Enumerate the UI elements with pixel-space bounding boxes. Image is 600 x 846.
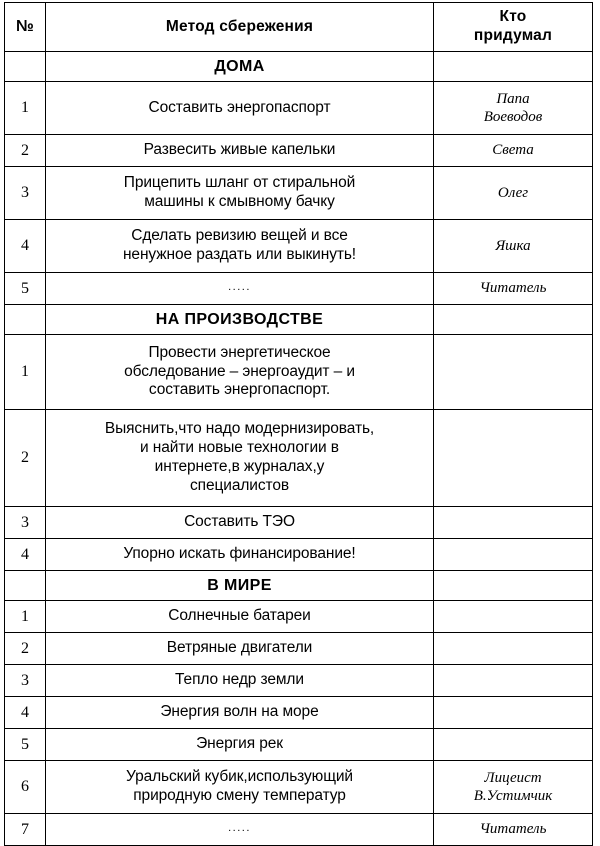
section-header-row — [5, 571, 593, 601]
row-number: 4 — [5, 220, 46, 273]
table-row — [5, 135, 593, 167]
table-row — [5, 697, 593, 729]
row-author — [434, 539, 593, 571]
row-method — [46, 697, 434, 729]
row-number: 1 — [5, 335, 46, 410]
row-author — [434, 273, 593, 305]
section-title: ДОМА — [46, 52, 434, 82]
section-title: В МИРЕ — [46, 571, 434, 601]
table-row — [5, 665, 593, 697]
text-line: Читатель — [479, 821, 547, 838]
text-line: Прицепить шланг от стиральной — [123, 174, 356, 192]
row-method — [46, 539, 434, 571]
table-row — [5, 601, 593, 633]
text-line: Тепло недр земли — [175, 671, 304, 689]
text-line: интернете,в журналах,у — [154, 458, 325, 475]
text-line: машины к смывному бачку — [144, 193, 335, 210]
row-author — [434, 220, 593, 273]
row-author — [434, 167, 593, 220]
ellipsis-placeholder: ..... — [228, 281, 251, 294]
table-row — [5, 410, 593, 507]
text-line: Энергия рек — [196, 735, 283, 753]
row-number: 4 — [5, 697, 46, 729]
section-author-spacer — [434, 305, 593, 335]
savings-methods-table — [4, 2, 593, 846]
row-author — [434, 633, 593, 665]
row-method — [46, 633, 434, 665]
text-line: Олег — [497, 184, 529, 201]
text-line: Света — [492, 142, 534, 159]
row-number: 3 — [5, 665, 46, 697]
text-line: Сделать ревизию вещей и все — [131, 227, 348, 245]
row-method — [46, 167, 434, 220]
text-line: ненужное раздать или выкинуть! — [122, 246, 357, 263]
row-author — [434, 410, 593, 507]
row-author — [434, 697, 593, 729]
text-line: В.Устимчик — [473, 788, 553, 804]
text-line: Провести энергетическое — [148, 343, 331, 361]
table-row — [5, 761, 593, 814]
text-line: придумал — [473, 27, 553, 44]
row-number: 3 — [5, 167, 46, 220]
row-number: 2 — [5, 410, 46, 507]
row-author — [434, 335, 593, 410]
text-line: Ветряные двигатели — [166, 639, 313, 657]
row-method — [46, 82, 434, 135]
section-author-spacer — [434, 52, 593, 82]
text-line: составить энергопаспорт. — [148, 381, 331, 399]
table-body — [5, 3, 593, 846]
row-method — [46, 665, 434, 697]
row-number: 6 — [5, 761, 46, 814]
text-line: Выяснить,что надо модернизировать, — [104, 420, 375, 438]
text-line: и найти новые технологии в — [140, 439, 339, 457]
text-line: обследование – энергоаудит – и — [124, 362, 355, 380]
table-row — [5, 507, 593, 539]
text-line: Составить ТЭО — [184, 513, 295, 531]
text-line: Упорно искать финансирование! — [123, 545, 356, 563]
section-header-row — [5, 305, 593, 335]
row-method — [46, 601, 434, 633]
section-number-spacer — [5, 571, 46, 601]
table-row — [5, 729, 593, 761]
text-line: Лицеист — [484, 769, 542, 786]
column-header-number: № — [5, 3, 46, 52]
section-author-spacer — [434, 571, 593, 601]
row-author — [434, 761, 593, 814]
row-method — [46, 273, 434, 305]
row-number: 1 — [5, 601, 46, 633]
row-method — [46, 761, 434, 814]
table-row — [5, 220, 593, 273]
row-number: 3 — [5, 507, 46, 539]
row-author — [434, 729, 593, 761]
text-line: Папа — [496, 90, 530, 107]
column-header-author — [434, 3, 593, 52]
section-header-row — [5, 52, 593, 82]
text-line: Воеводов — [483, 109, 543, 125]
text-line: Кто — [499, 8, 527, 26]
section-number-spacer — [5, 52, 46, 82]
ellipsis-placeholder: ..... — [228, 822, 251, 835]
column-header-method: Метод сбережения — [46, 3, 434, 52]
text-line: Яшка — [495, 237, 531, 254]
table-header-row — [5, 3, 593, 52]
row-number: 1 — [5, 82, 46, 135]
section-title: НА ПРОИЗВОДСТВЕ — [46, 305, 434, 335]
row-method — [46, 220, 434, 273]
text-line: Составить энергопаспорт — [148, 98, 331, 116]
text-line: специалистов — [190, 476, 289, 494]
row-number: 2 — [5, 135, 46, 167]
table-row — [5, 814, 593, 846]
text-line: Уральский кубик,использующий — [126, 768, 353, 786]
table-row — [5, 167, 593, 220]
row-number: 7 — [5, 814, 46, 846]
table-row — [5, 539, 593, 571]
row-author — [434, 814, 593, 846]
row-method — [46, 135, 434, 167]
table-row — [5, 335, 593, 410]
row-method — [46, 729, 434, 761]
row-number: 4 — [5, 539, 46, 571]
row-author — [434, 135, 593, 167]
row-author — [434, 507, 593, 539]
row-number: 5 — [5, 729, 46, 761]
table-row — [5, 273, 593, 305]
text-line: Читатель — [479, 280, 547, 297]
text-line: Развесить живые капельки — [143, 141, 336, 159]
row-number: 5 — [5, 273, 46, 305]
table-row — [5, 633, 593, 665]
text-line: Энергия волн на море — [160, 703, 319, 721]
row-method — [46, 335, 434, 410]
row-method — [46, 507, 434, 539]
row-method — [46, 410, 434, 507]
table-row — [5, 82, 593, 135]
text-line: природную смену температур — [133, 787, 346, 804]
text-line: Солнечные батареи — [168, 607, 311, 625]
row-author — [434, 82, 593, 135]
row-number: 2 — [5, 633, 46, 665]
row-author — [434, 601, 593, 633]
row-method — [46, 814, 434, 846]
row-author — [434, 665, 593, 697]
section-number-spacer — [5, 305, 46, 335]
